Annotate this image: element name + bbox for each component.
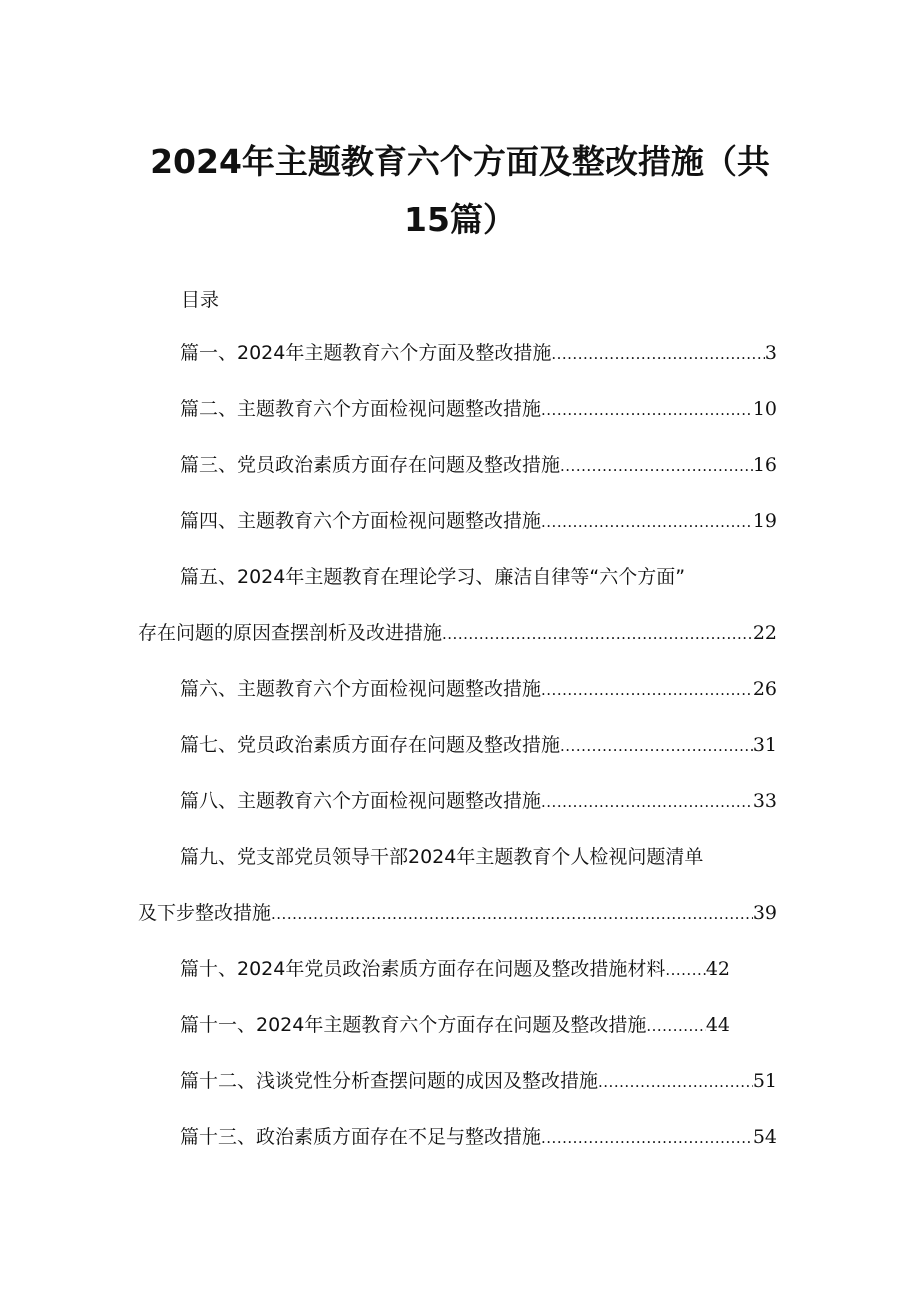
toc-heading: 目录 <box>181 289 220 311</box>
toc-entry-5-line-1[interactable]: 篇五、2024年主题教育在理论学习、廉洁自律等“六个方面” <box>180 566 686 588</box>
toc-leader-dots <box>442 621 753 646</box>
toc-entry-title: 篇十三、政治素质方面存在不足与整改措施 <box>180 1126 542 1148</box>
toc-entry-9-line-1[interactable]: 篇九、党支部党员领导干部2024年主题教育个人检视问题清单 <box>180 846 704 868</box>
toc-entry-7[interactable] <box>180 732 777 758</box>
toc-entry-11[interactable] <box>180 1012 730 1038</box>
toc-leader-dots <box>665 957 705 982</box>
toc-entry-13[interactable] <box>180 1124 777 1150</box>
toc-leader-dots <box>560 453 753 478</box>
toc-leader-dots <box>551 341 765 366</box>
toc-entry-10[interactable] <box>180 956 730 982</box>
toc-entry-2[interactable] <box>180 396 777 422</box>
toc-entry-title: 篇二、主题教育六个方面检视问题整改措施 <box>180 398 542 420</box>
toc-leader-dots <box>541 509 753 534</box>
toc-entry-8[interactable] <box>180 788 777 814</box>
toc-page-number: 33 <box>752 790 777 812</box>
toc-entry-title: 篇三、党员政治素质方面存在问题及整改措施 <box>180 454 561 476</box>
toc-leader-dots <box>598 1069 753 1094</box>
toc-entry-title: 篇十二、浅谈党性分析查摆问题的成因及整改措施 <box>180 1070 599 1092</box>
toc-entry-5[interactable] <box>138 620 777 646</box>
toc-leader-dots <box>560 733 753 758</box>
toc-entry-4[interactable] <box>180 508 777 534</box>
toc-page-number: 31 <box>752 734 777 756</box>
toc-leader-dots <box>646 1013 705 1038</box>
toc-leader-dots <box>541 397 753 422</box>
toc-entry-title: 存在问题的原因查摆剖析及改进措施 <box>138 622 443 644</box>
toc-page-number: 10 <box>752 398 777 420</box>
toc-page-number: 16 <box>752 454 777 476</box>
toc-entry-title: 篇一、2024年主题教育六个方面及整改措施 <box>180 342 552 364</box>
toc-leader-dots <box>541 1125 753 1150</box>
toc-entry-title: 篇十、2024年党员政治素质方面存在问题及整改措施材料 <box>180 958 666 980</box>
toc-entry-title: 篇六、主题教育六个方面检视问题整改措施 <box>180 678 542 700</box>
toc-page-number: 51 <box>752 1070 777 1092</box>
toc-leader-dots <box>541 789 753 814</box>
toc-entry-3[interactable] <box>180 452 777 478</box>
toc-entry-title: 篇七、党员政治素质方面存在问题及整改措施 <box>180 734 561 756</box>
toc-page-number: 39 <box>752 902 777 924</box>
toc-page-number: 3 <box>764 342 777 364</box>
toc-entry-title: 及下步整改措施 <box>138 902 272 924</box>
toc-entry-9[interactable] <box>138 900 777 926</box>
toc-leader-dots <box>541 677 753 702</box>
toc-entry-title: 篇十一、2024年主题教育六个方面存在问题及整改措施 <box>180 1014 647 1036</box>
toc-entry-title: 篇四、主题教育六个方面检视问题整改措施 <box>180 510 542 532</box>
toc-leader-dots <box>271 901 753 926</box>
toc-entry-title: 篇八、主题教育六个方面检视问题整改措施 <box>180 790 542 812</box>
toc-entry-12[interactable] <box>180 1068 777 1094</box>
toc-entry-1[interactable] <box>180 340 777 366</box>
toc-page-number: 42 <box>705 958 730 980</box>
toc-page-number: 26 <box>752 678 777 700</box>
document-title-line-2: 15篇） <box>404 200 516 239</box>
document-title-line-1: 2024年主题教育六个方面及整改措施（共 <box>150 142 770 181</box>
toc-page-number: 19 <box>752 510 777 532</box>
toc-page-number: 22 <box>752 622 777 644</box>
toc-page-number: 44 <box>705 1014 730 1036</box>
toc-page-number: 54 <box>752 1126 777 1148</box>
toc-entry-6[interactable] <box>180 676 777 702</box>
